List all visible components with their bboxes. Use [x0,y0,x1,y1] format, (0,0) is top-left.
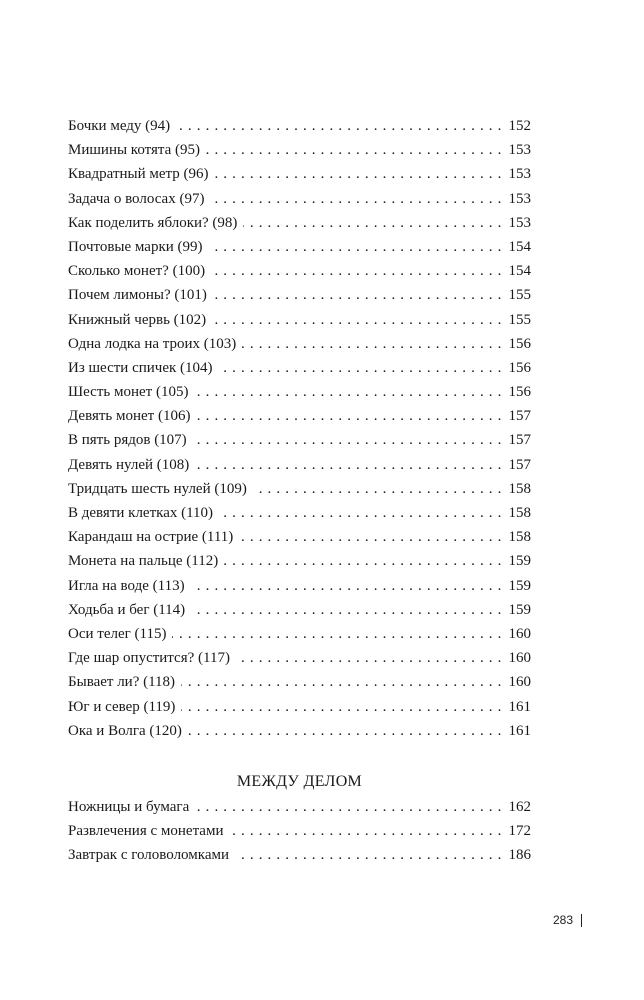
toc-entry-title: Ножницы и бумага [68,799,190,815]
page-number-divider [581,914,582,927]
toc-entry-page: 172 [508,823,531,840]
toc-entry-title: Девять нулей (108) [68,456,190,473]
toc-entry [68,719,531,743]
toc-dot-leader [215,162,507,186]
section-contents [68,795,531,868]
toc-entry-page: 186 [508,847,531,864]
page-footer [553,911,582,929]
toc-dot-leader [209,235,507,259]
toc-entry-page: 153 [508,190,531,207]
toc-entry-page: 156 [508,359,531,376]
toc-entry [68,259,531,283]
toc-entry-page: 158 [508,480,531,497]
toc-entry [68,574,531,598]
toc-entry-page: 155 [508,311,531,328]
toc-dot-leader [176,114,506,138]
toc-entry [68,332,531,356]
toc-entry-page: 155 [508,287,531,304]
toc-entry-page: 152 [508,118,531,134]
toc-entry-title: Ходьба и бег (114) [68,601,186,618]
toc-entry [68,695,531,719]
toc-entry-page: 160 [508,650,531,667]
toc-entry-title: Где шар опустится? (117) [68,650,230,667]
toc-entry-page: 159 [508,553,531,570]
toc-entry [68,187,531,211]
toc-dot-leader [212,308,506,332]
toc-entry-title: Задача о волосах (97) [68,190,205,207]
toc-dot-leader [213,283,507,307]
toc-entry [68,525,531,549]
toc-entry [68,356,531,380]
toc-entry-page: 154 [508,238,531,255]
toc-dot-leader [196,404,506,428]
toc-entry [68,453,531,477]
toc-entry-title: Оси телег (115) [68,625,167,642]
toc-entry-page: 153 [508,166,531,183]
toc-entry-title: В пять рядов (107) [68,432,187,449]
toc-dot-leader [242,332,506,356]
toc-dot-leader [188,719,507,743]
table-of-contents [68,114,531,743]
toc-entry-title: Девять монет (106) [68,408,191,425]
toc-entry-title: Монета на пальце (112) [68,553,219,570]
toc-entry [68,235,531,259]
toc-entry [68,428,531,452]
toc-entry-title: Почтовые марки (99) [68,238,203,255]
toc-entry [68,549,531,573]
toc-entry-page: 159 [508,601,531,618]
toc-entry-page: 157 [508,408,531,425]
toc-entry [68,162,531,186]
toc-entry-title: Сколько монет? (100) [68,263,206,280]
toc-entry-title: Завтрак с головоломками [68,847,230,864]
toc-entry [68,477,531,501]
toc-dot-leader [211,259,506,283]
toc-entry-title: Мишины котята (95) [68,142,201,159]
toc-entry [68,598,531,622]
toc-entry-title: Книжный червь (102) [68,311,207,328]
toc-dot-leader [224,549,506,573]
toc-entry [68,114,531,138]
toc-entry-page: 161 [508,698,531,715]
toc-entry [68,795,531,819]
toc-entry-page: 154 [508,263,531,280]
toc-entry-title: В девяти клетках (110) [68,505,214,521]
toc-entry [68,138,531,162]
toc-entry-title: Карандаш на острие (111) [68,529,234,546]
section-heading: МЕЖДУ ДЕЛОМ [236,773,363,790]
toc-dot-leader [239,525,506,549]
page-number: 283 [552,913,573,927]
toc-dot-leader [191,598,506,622]
toc-entry [68,283,531,307]
toc-entry-page: 160 [508,625,531,642]
toc-entry [68,670,531,694]
toc-dot-leader [243,211,506,235]
toc-entry-page: 158 [508,529,531,546]
toc-dot-leader [230,819,507,843]
toc-entry-title: Бочки меду (94) [68,118,171,134]
toc-entry-page: 153 [508,142,531,159]
toc-entry-title: Как поделить яблоки? (98) [68,214,238,231]
toc-dot-leader [181,695,506,719]
toc-dot-leader [193,428,507,452]
toc-entry [68,819,531,843]
toc-dot-leader [253,477,507,501]
toc-entry [68,404,531,428]
toc-entry-page: 156 [508,384,531,401]
toc-dot-leader [195,795,506,819]
toc-entry-title: Одна лодка на троих (103) [68,335,237,352]
toc-entry-page: 158 [508,505,531,521]
toc-entry-page: 156 [508,335,531,352]
toc-entry-title: Почем лимоны? (101) [68,287,207,304]
toc-dot-leader [172,622,506,646]
toc-dot-leader [219,356,507,380]
toc-entry-title: Из шести спичек (104) [68,359,213,376]
toc-entry-page: 161 [508,722,531,739]
toc-entry-title: Квадратный метр (96) [68,166,209,183]
toc-entry-title: Игла на воде (113) [68,577,185,594]
toc-entry [68,501,531,525]
toc-entry [68,380,531,404]
toc-dot-leader [181,670,506,694]
toc-dot-leader [194,380,506,404]
toc-dot-leader [210,187,506,211]
toc-entry-page: 157 [508,456,531,473]
toc-entry-page: 157 [508,432,531,449]
toc-entry-page: 162 [508,799,531,815]
toc-entry [68,211,531,235]
toc-entry-page: 159 [508,577,531,594]
toc-entry [68,308,531,332]
toc-entry-title: Развлечения с монетами [68,823,224,840]
toc-dot-leader [206,138,506,162]
toc-entry-page: 153 [508,214,531,231]
toc-entry-title: Бывает ли? (118) [68,674,176,691]
toc-dot-leader [195,453,506,477]
toc-entry [68,843,531,867]
toc-entry [68,622,531,646]
toc-entry-title: Юг и север (119) [68,698,176,715]
toc-entry-title: Ока и Волга (120) [68,722,182,739]
toc-entry-page: 160 [508,674,531,691]
toc-entry-title: Шесть монет (105) [68,384,189,401]
toc-entry-title: Тридцать шесть нулей (109) [68,480,247,497]
toc-dot-leader [219,501,506,525]
toc-dot-leader [191,574,507,598]
toc-entry [68,646,531,670]
toc-dot-leader [235,843,506,867]
toc-dot-leader [236,646,507,670]
